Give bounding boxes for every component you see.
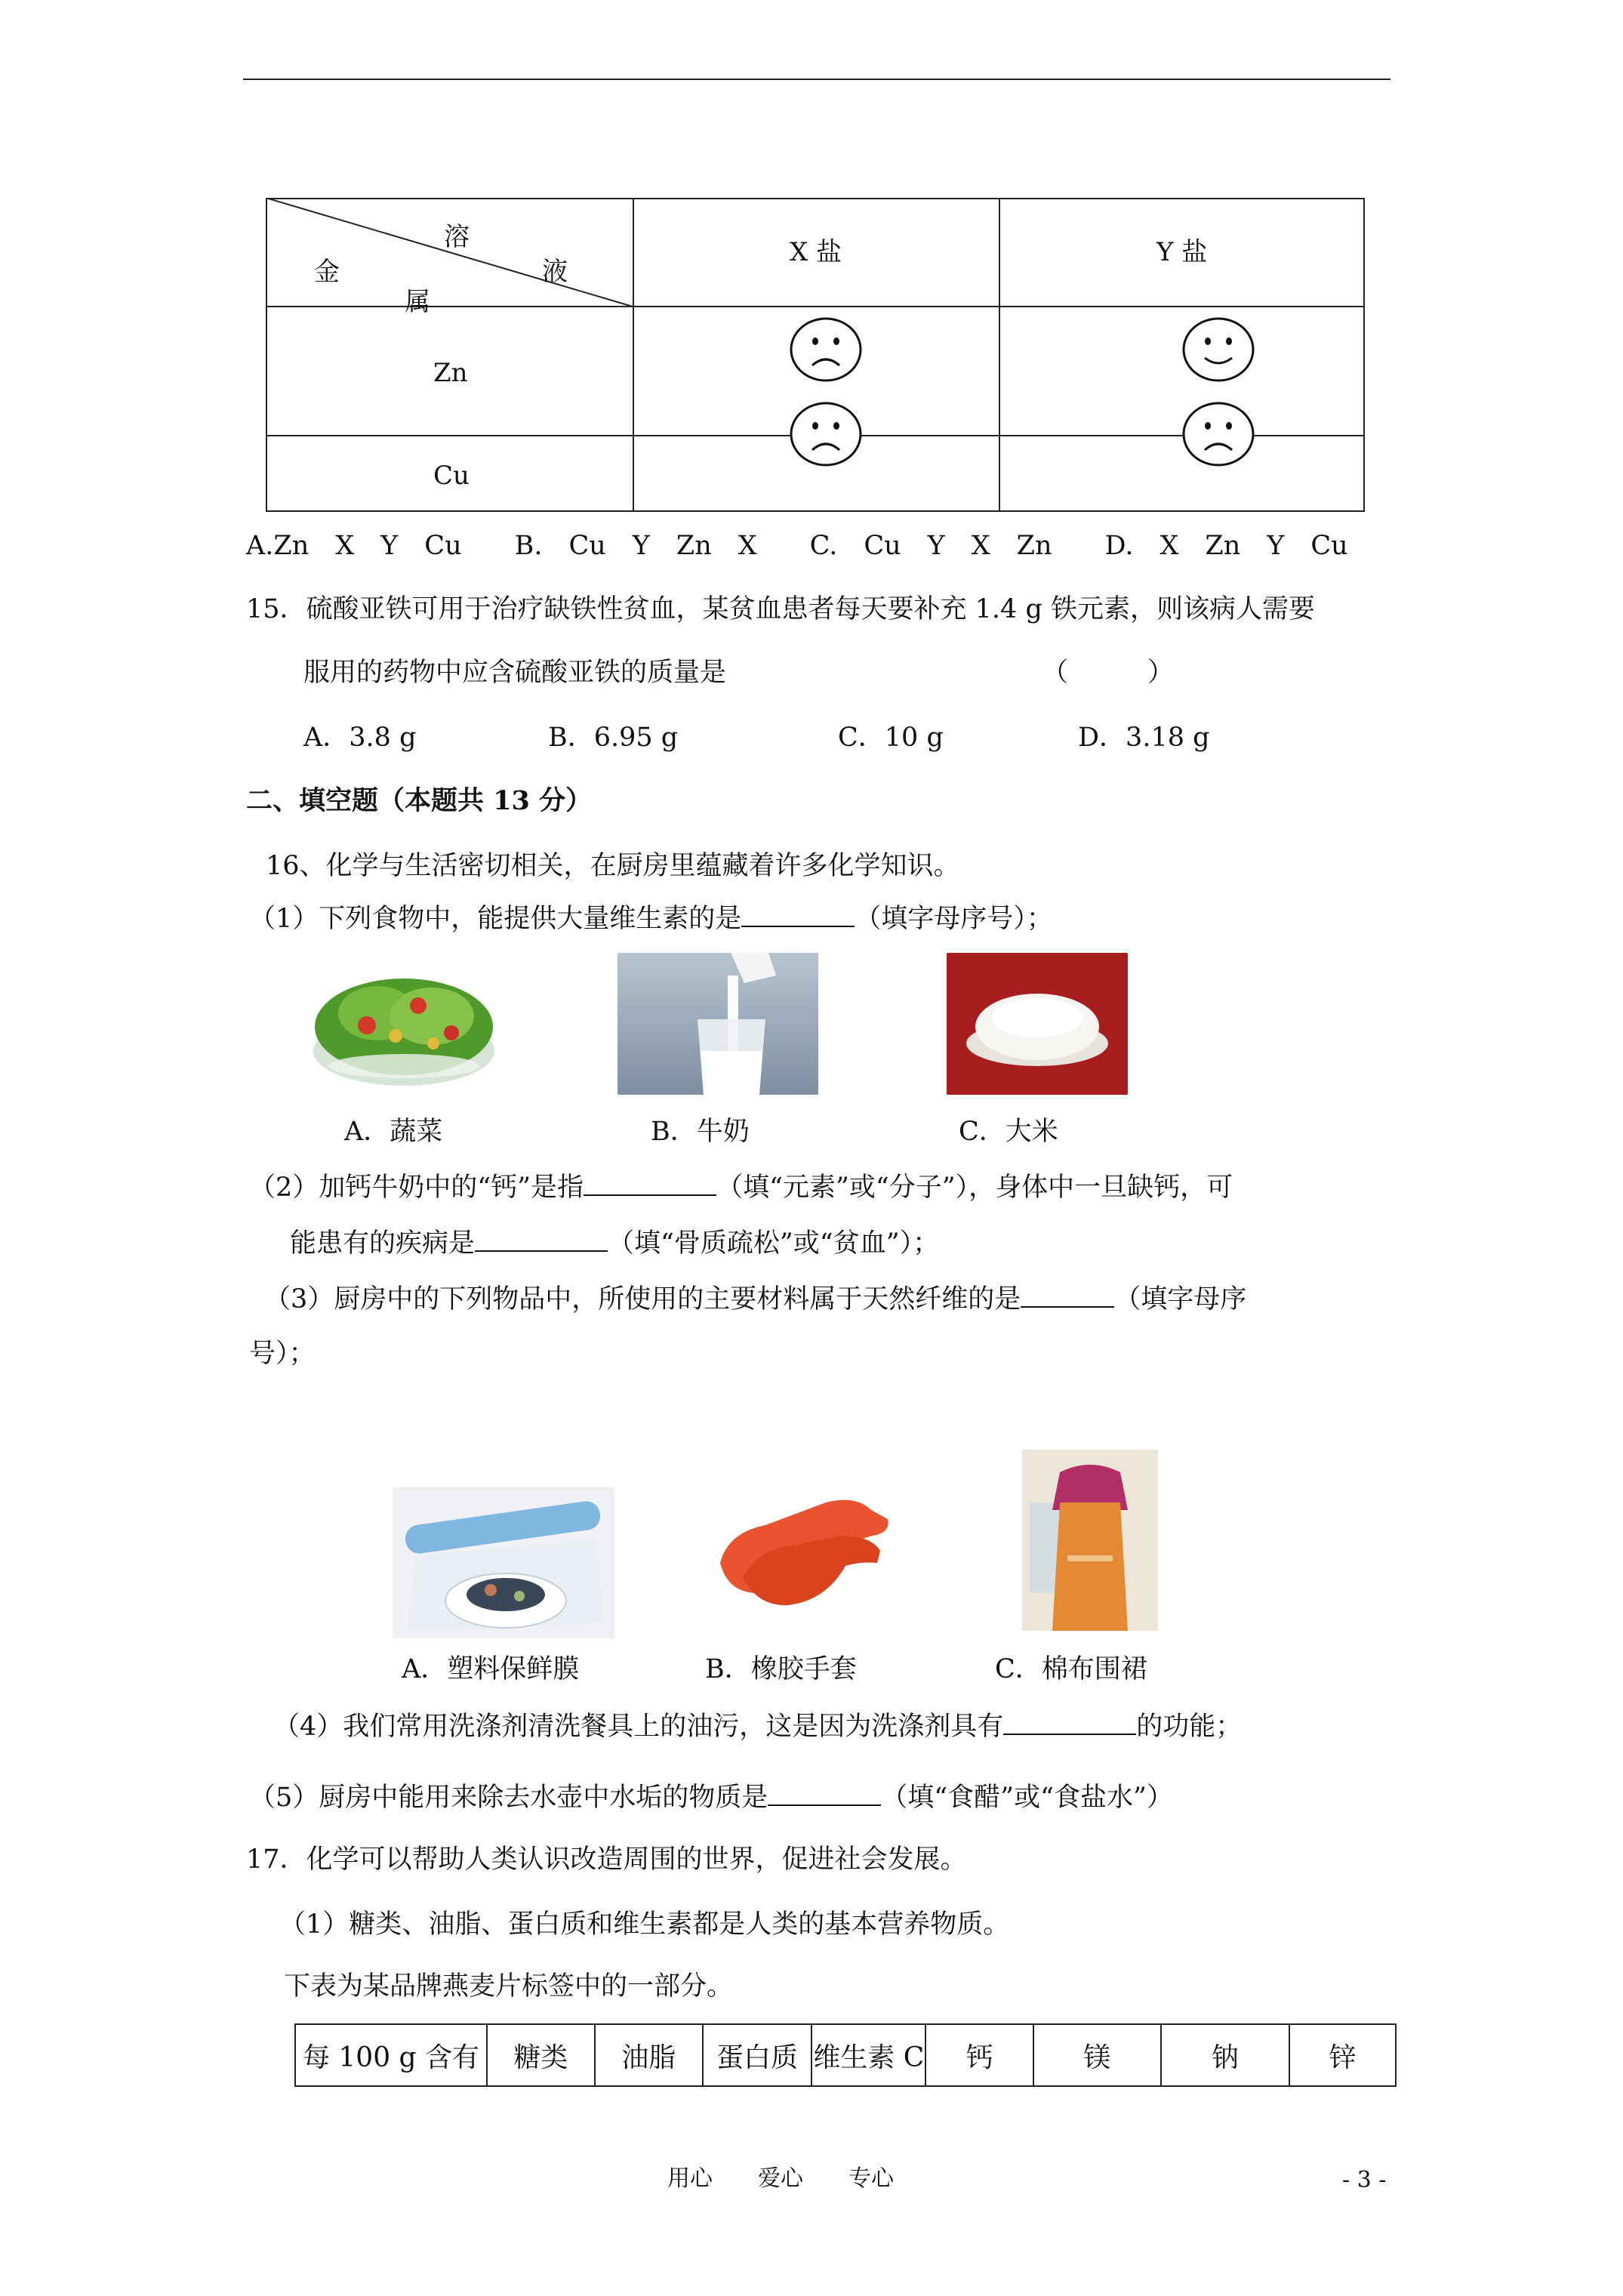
table-row — [295, 2024, 1396, 2086]
diagonal-header-line — [266, 198, 634, 308]
q16-part4 — [273, 1708, 1242, 1744]
sad-face-icon — [1182, 402, 1255, 467]
q14-options: A.Zn X Y Cu B. Cu Y Zn X C. Cu Y X Zn D. X Zn Y Cu — [246, 531, 1348, 561]
matrix-border-bottom — [266, 510, 1365, 512]
q15-answer-paren: （ ） — [1042, 658, 1175, 688]
answer-blank[interactable] — [741, 900, 855, 927]
q16-part5-suffix: （填“食醋”或“食盐水”） — [881, 1783, 1173, 1813]
food-label-c: C．大米 — [959, 1117, 1058, 1147]
q17-intro: 17．化学可以帮助人类认识改造周围的世界，促进社会发展。 — [246, 1845, 967, 1875]
q15-stem-line1: 15．硫酸亚铁可用于治疗缺铁性贫血，某贫血患者每天要补充 1.4 g 铁元素，则该病人需要 — [246, 594, 1315, 624]
q15-option-a: A．3.8 g — [303, 723, 417, 753]
q16-part2b-suffix: （填“骨质疏松”或“贫血”）； — [608, 1228, 940, 1259]
food-label-b: B．牛奶 — [651, 1117, 750, 1147]
q16-part4-text: （4）我们常用洗涤剂清洗餐具上的油污，这是因为洗涤剂具有 — [273, 1712, 1004, 1742]
sad-face-icon — [790, 317, 862, 382]
apron-icon — [1022, 1450, 1158, 1631]
rubber-glove-icon — [713, 1472, 894, 1623]
answer-blank[interactable] — [1003, 1708, 1136, 1735]
q15-option-b: B．6.95 g — [548, 723, 679, 753]
q16-part2-line2 — [290, 1225, 939, 1261]
q16-part4-suffix: 的功能； — [1136, 1712, 1243, 1742]
salad-icon — [305, 953, 503, 1093]
rubber-glove-image — [713, 1472, 894, 1623]
q16-part1-text: （1）下列食物中，能提供大量维生素的是 — [249, 904, 742, 934]
q16-part2-suffix: （填“元素”或“分子”），身体中一旦缺钙，可 — [716, 1173, 1233, 1203]
header-bottom-char: 属 — [405, 287, 430, 317]
cotton-apron-image — [1022, 1450, 1158, 1631]
table-cell: 钠 — [1161, 2024, 1290, 2086]
q16-part2 — [249, 1169, 1233, 1205]
header-left-char: 金 — [314, 257, 340, 287]
food-label-a: A．蔬菜 — [344, 1117, 443, 1147]
q16-part5-text: （5）厨房中能用来除去水壶中水垢的物质是 — [249, 1783, 768, 1813]
q16-part5 — [249, 1779, 1173, 1815]
q16-part1-suffix: （填字母序号）； — [855, 904, 1053, 934]
table-cell: 油脂 — [595, 2024, 703, 2086]
table-cell: 锌 — [1289, 2024, 1396, 2086]
q15-option-c: C．10 g — [838, 723, 944, 753]
q16-part3-text: （3）厨房中的下列物品中，所使用的主要材料属于天然纤维的是 — [264, 1284, 1021, 1314]
milk-glass-icon — [617, 953, 818, 1095]
smiley-face-icon — [1182, 317, 1255, 382]
q16-part3 — [264, 1281, 1246, 1317]
column-header-x: X 盐 — [790, 237, 842, 267]
header-top-char: 溶 — [444, 222, 470, 252]
nutrition-table — [294, 2023, 1397, 2087]
table-cell: 糖类 — [487, 2024, 595, 2086]
row-header-zn: Zn — [433, 358, 468, 388]
item-label-a: A．塑料保鲜膜 — [402, 1654, 580, 1684]
table-cell: 蛋白质 — [703, 2024, 812, 2086]
answer-blank[interactable] — [584, 1169, 716, 1196]
column-header-y: Y 盐 — [1156, 237, 1208, 267]
q16-intro: 16、化学与生活密切相关，在厨房里蕴藏着许多化学知识。 — [266, 851, 960, 881]
matrix-border-right — [1363, 198, 1365, 512]
table-cell: 每 100 g 含有 — [295, 2024, 487, 2086]
header-right-char: 液 — [542, 257, 568, 287]
q17-part1-line2: 下表为某品牌燕麦片标签中的一部分。 — [284, 1971, 734, 2002]
plastic-wrap-icon — [393, 1487, 614, 1638]
milk-image — [617, 953, 818, 1095]
matrix-line — [999, 198, 1000, 512]
q16-part3-suffix: （填字母序 — [1114, 1284, 1247, 1314]
header-rule — [243, 79, 1390, 80]
q15-option-d: D．3.18 g — [1078, 723, 1210, 753]
q16-part3-line2: 号）； — [249, 1339, 316, 1369]
sad-face-icon — [790, 402, 862, 467]
table-cell: 镁 — [1033, 2024, 1161, 2086]
footer-motto: 用心 爱心 专心 — [667, 2165, 894, 2192]
vegetable-salad-image — [305, 953, 503, 1093]
q16-part1 — [249, 900, 1053, 936]
q16-part2b-text: 能患有的疾病是 — [290, 1228, 476, 1259]
row-header-cu: Cu — [433, 461, 470, 491]
item-label-c: C．棉布围裙 — [995, 1654, 1147, 1684]
rice-image — [947, 953, 1128, 1095]
answer-blank[interactable] — [1021, 1281, 1114, 1308]
section-title: 二、填空题（本题共 13 分） — [246, 785, 593, 816]
table-cell: 维生素 C — [812, 2024, 925, 2086]
page-number: - 3 - — [1342, 2167, 1387, 2193]
q16-part2-text: （2）加钙牛奶中的“钙”是指 — [249, 1173, 584, 1203]
plastic-wrap-image — [393, 1487, 614, 1638]
q17-part1: （1）糖类、油脂、蛋白质和维生素都是人类的基本营养物质。 — [279, 1909, 1010, 1940]
q15-stem-line2: 服用的药物中应含硫酸亚铁的质量是 — [303, 658, 727, 688]
item-label-b: B．橡胶手套 — [705, 1654, 857, 1684]
rice-bowl-icon — [947, 953, 1128, 1095]
answer-blank[interactable] — [768, 1779, 881, 1806]
table-cell: 钙 — [925, 2024, 1033, 2086]
answer-blank[interactable] — [475, 1225, 608, 1252]
